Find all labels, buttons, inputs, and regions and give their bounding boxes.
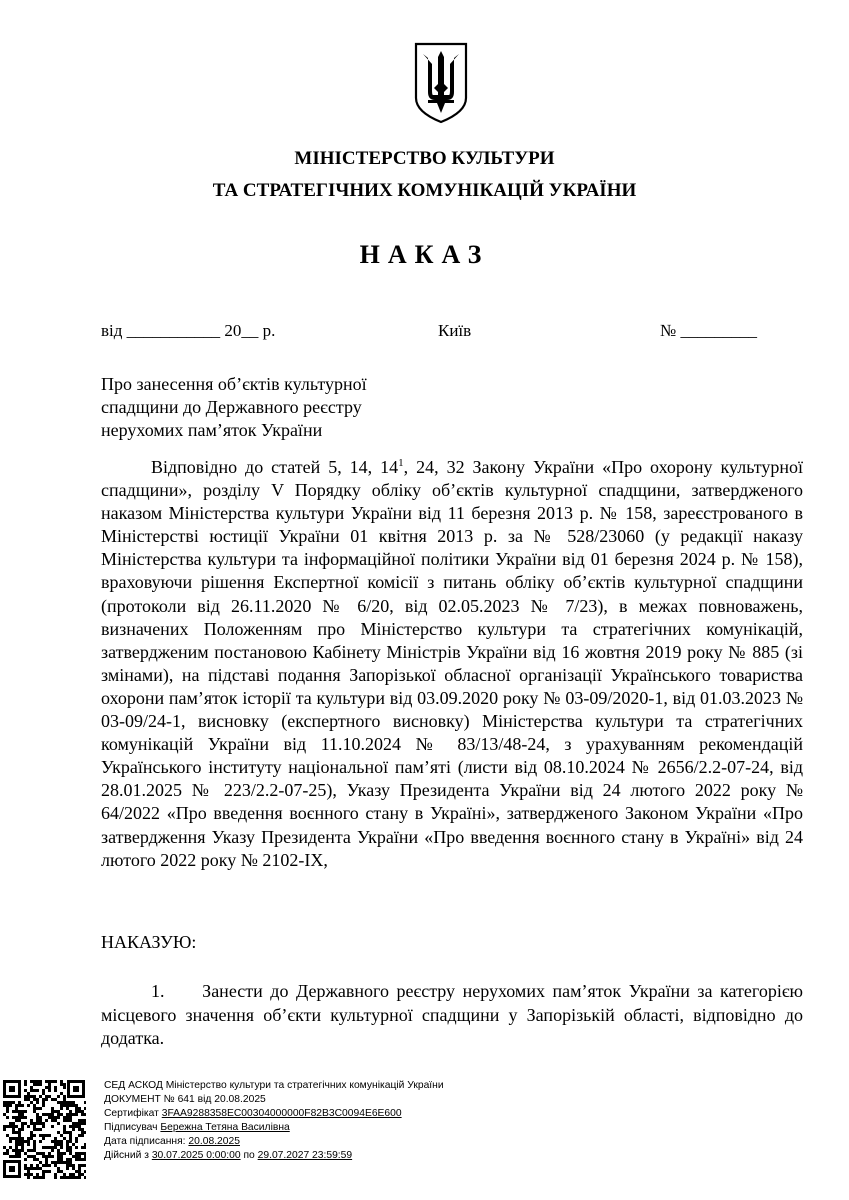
signer-value: Бережна Тетяна Василівна [160,1122,290,1134]
subject-line: спадщини до Державного реєстру [101,397,362,417]
signature-document: ДОКУМЕНТ № 641 від 20.08.2025 [104,1094,266,1106]
article-superscript: 1 [398,457,404,469]
e-signature-block [104,1079,444,1164]
valid-from-value: 30.07.2025 0:00:00 [151,1150,241,1162]
qr-code-icon [2,1079,86,1179]
order-number: № _________ [660,321,757,340]
order-city: Київ [438,321,472,340]
signature-system: СЕД АСКОД Міністерство культури та стратегічних комунікацій України [104,1080,444,1091]
preamble-text-start: Відповідно до статей 5, 14, 14 [151,457,399,477]
coat-of-arms-icon [413,42,469,124]
order-subject [101,373,421,442]
order-item-1: 1. Занести до Державного реєстру нерухомих пам’яток України за категорією місцевого значення об’єкти культурної спадщини у Запорізькій області, відповідно до додатка. [101,981,803,1048]
valid-to-label: по [243,1150,255,1162]
certificate-value: 3FAA9288358EC00304000000F82B3C0094E6E600 [161,1108,402,1120]
ministry-name-line2: ТА СТРАТЕГІЧНИХ КОМУНІКАЦІЙ УКРАЇНИ [212,180,637,201]
order-title: НАКАЗ [359,240,490,269]
signature-certificate [104,1107,444,1121]
preamble-text-rest: , 24, 32 Закону України «Про охорону культурної спадщини», розділу V Порядку обліку об’єктів культурної спадщини, затвердженого наказом Міністерства культури України від 11 березня 2013 р. № 158, зареєстрованого в Міністерстві юстиції України 01 квітня 2013 р. за № 528/23060 (у редакції наказу Міністерства культури та інформаційної політики України від 01 березня 2024 р. № 158), враховуючи рішення Експертної комісії з питань обліку об’єктів культурної спадщини (протоколи від 26.11.2020 № 6/20, від 02.05.2023 № 7/23), в межах повноважень, визначених Положенням про Міністерство культури та стратегічних комунікацій, затвердженим постановою Кабінету Міністрів України від 16 жовтня 2019 року № 885 (зі змінами), на підставі подання Запорізької обласної організації Українського товариства охорони пам’яток історії та культури від 03.09.2020 року № 03-09/2020-1, від 01.03.2023 № 03-09/24-1, висновку (експертного висновку) Міністерства культури та стратегічних комунікацій України від 11.10.2024 № 83/13/48-24, з урахуванням рекомендацій Українського інституту національної пам’яті (листи від 08.10.2024 № 2656/2.2-07-24, від 28.01.2025 № 223/2.2-07-25), Указу Президента України від 24 лютого 2022 року № 64/2022 «Про введення воєнного стану в Україні», затвердженого Законом України «Про затвердження Указу Президента України «Про введення воєнного стану в Україні» від 24 лютого 2022 року № 2102-IX, [101,457,803,870]
signature-date [104,1135,444,1149]
sign-date-label: Дата підписання: [104,1136,186,1148]
ministry-name-line1: МІНІСТЕРСТВО КУЛЬТУРИ [294,148,555,169]
order-date: від ___________ 20__ р. [101,321,276,340]
preamble-paragraph [101,452,803,872]
signature-validity [104,1149,444,1163]
signer-label: Підписувач [104,1122,158,1134]
subject-line: нерухомих пам’яток України [101,420,323,440]
valid-to-value: 29.07.2027 23:59:59 [257,1150,353,1162]
signature-signer [104,1121,444,1135]
certificate-label: Сертифікат [104,1108,159,1120]
sign-date-value: 20.08.2025 [188,1136,240,1148]
order-directive-heading: НАКАЗУЮ: [101,932,197,952]
valid-from-label: Дійсний з [104,1150,149,1162]
subject-line: Про занесення об’єктів культурної [101,374,367,394]
